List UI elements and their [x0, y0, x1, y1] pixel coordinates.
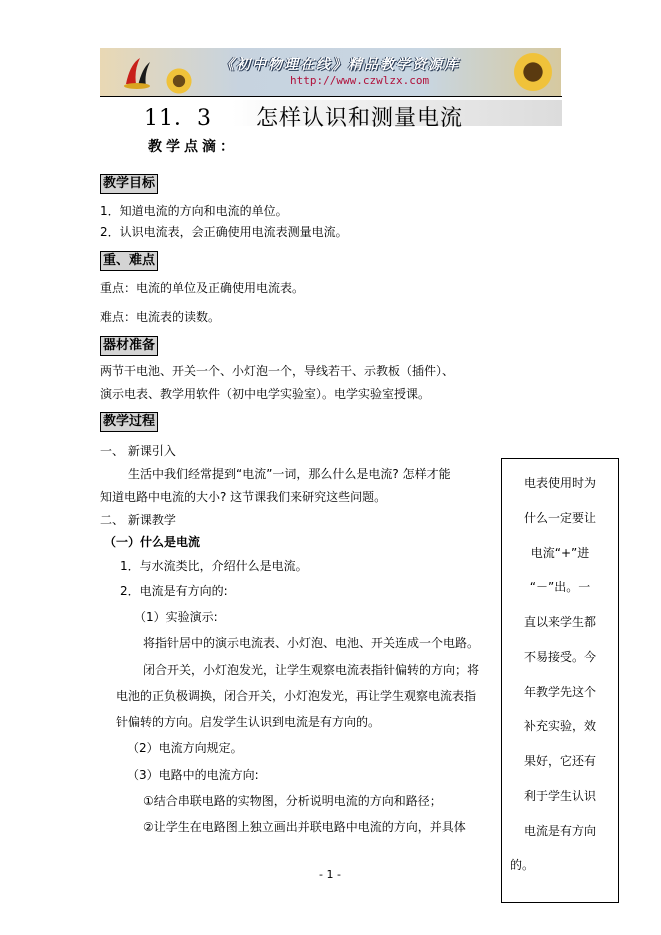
process-line: 2．电流是有方向的:	[120, 584, 228, 598]
teaching-notes-label: 教学点滴：	[148, 139, 238, 155]
side-note-line: 电流是有方向	[523, 824, 596, 838]
keypoint-item: 难点：电流表的读数。	[100, 310, 221, 324]
side-note-line: 果好，它还有	[523, 754, 596, 768]
process-line: （1）实验演示:	[134, 610, 218, 624]
side-note-box	[501, 458, 619, 903]
side-note-line: 补充实验，效	[523, 719, 596, 733]
side-note-line: 直以来学生都	[523, 615, 596, 629]
chapter-title: 怎样认识和测量电流	[256, 106, 464, 131]
keypoint-item: 重点：电流的单位及正确使用电流表。	[100, 281, 305, 295]
chapter-heading	[100, 98, 562, 131]
process-line: （2）电流方向规定。	[127, 741, 243, 755]
process-line: 电池的正负极调换，闭合开关，小灯泡发光，再让学生观察电流表指	[116, 689, 477, 703]
process-subheading: （一）什么是电流	[104, 535, 201, 549]
flower-decoration-icon	[164, 66, 194, 96]
process-line: 将指针居中的演示电流表、小灯泡、电池、开关连成一个电路。	[143, 636, 480, 650]
goal-item: 2．认识电流表，会正确使用电流表测量电流。	[100, 225, 348, 239]
section-heading-keypoints: 重、难点	[100, 251, 158, 271]
side-note-line: 电表使用时为	[523, 476, 596, 490]
side-note-line: 什么一定要让	[523, 511, 596, 525]
process-line: 知道电路中电流的大小? 这节课我们来研究这些问题。	[100, 490, 387, 504]
process-line: 一、 新课引入	[100, 444, 176, 458]
process-line: 针偏转的方向。启发学生认识到电流是有方向的。	[116, 715, 381, 729]
section-heading-goals: 教学目标	[100, 174, 158, 194]
side-note-line: 的。	[510, 858, 535, 872]
process-line: ②让学生在电路图上独立画出并联电路中电流的方向，并具体	[143, 820, 466, 834]
materials-line: 两节干电池、开关一个、小灯泡一个，导线若干、示教板（插件）、	[100, 364, 455, 378]
side-note-line: “－”出。一	[529, 580, 591, 594]
section-heading-materials: 器材准备	[100, 336, 158, 356]
sunflower-decoration-icon	[511, 50, 555, 94]
site-name: 《初中物理在线》精品教学资源库	[220, 57, 460, 73]
page-number: - 1 -	[319, 868, 341, 881]
materials-line: 演示电表、教学用软件（初中电学实验室）。电学实验室授课。	[100, 387, 431, 401]
site-url[interactable]: http://www.czwlzx.com	[290, 74, 430, 87]
process-line: ①结合串联电路的实物图，分析说明电流的方向和路径；	[143, 794, 442, 808]
side-note-line: 利于学生认识	[523, 789, 596, 803]
chapter-number: 11．3	[144, 106, 212, 131]
side-note-line: 电流“+”进	[530, 546, 590, 560]
header-rule	[100, 96, 562, 97]
goal-item: 1．知道电流的方向和电流的单位。	[100, 204, 288, 218]
process-line: 闭合开关，小灯泡发光，让学生观察电流表指针偏转的方向；将	[143, 663, 480, 677]
process-line: （3）电路中的电流方向:	[127, 768, 259, 782]
process-line: 二、 新课教学	[100, 513, 176, 527]
site-logo-icon	[122, 54, 152, 90]
header-banner	[100, 48, 561, 96]
process-line: 生活中我们经常提到“电流”一词，那么什么是电流? 怎样才能	[128, 467, 451, 481]
process-line: 1．与水流类比，介绍什么是电流。	[120, 559, 308, 573]
side-note-line: 年教学先这个	[523, 685, 596, 699]
section-heading-process: 教学过程	[100, 412, 158, 432]
side-note-line: 不易接受。今	[523, 650, 596, 664]
